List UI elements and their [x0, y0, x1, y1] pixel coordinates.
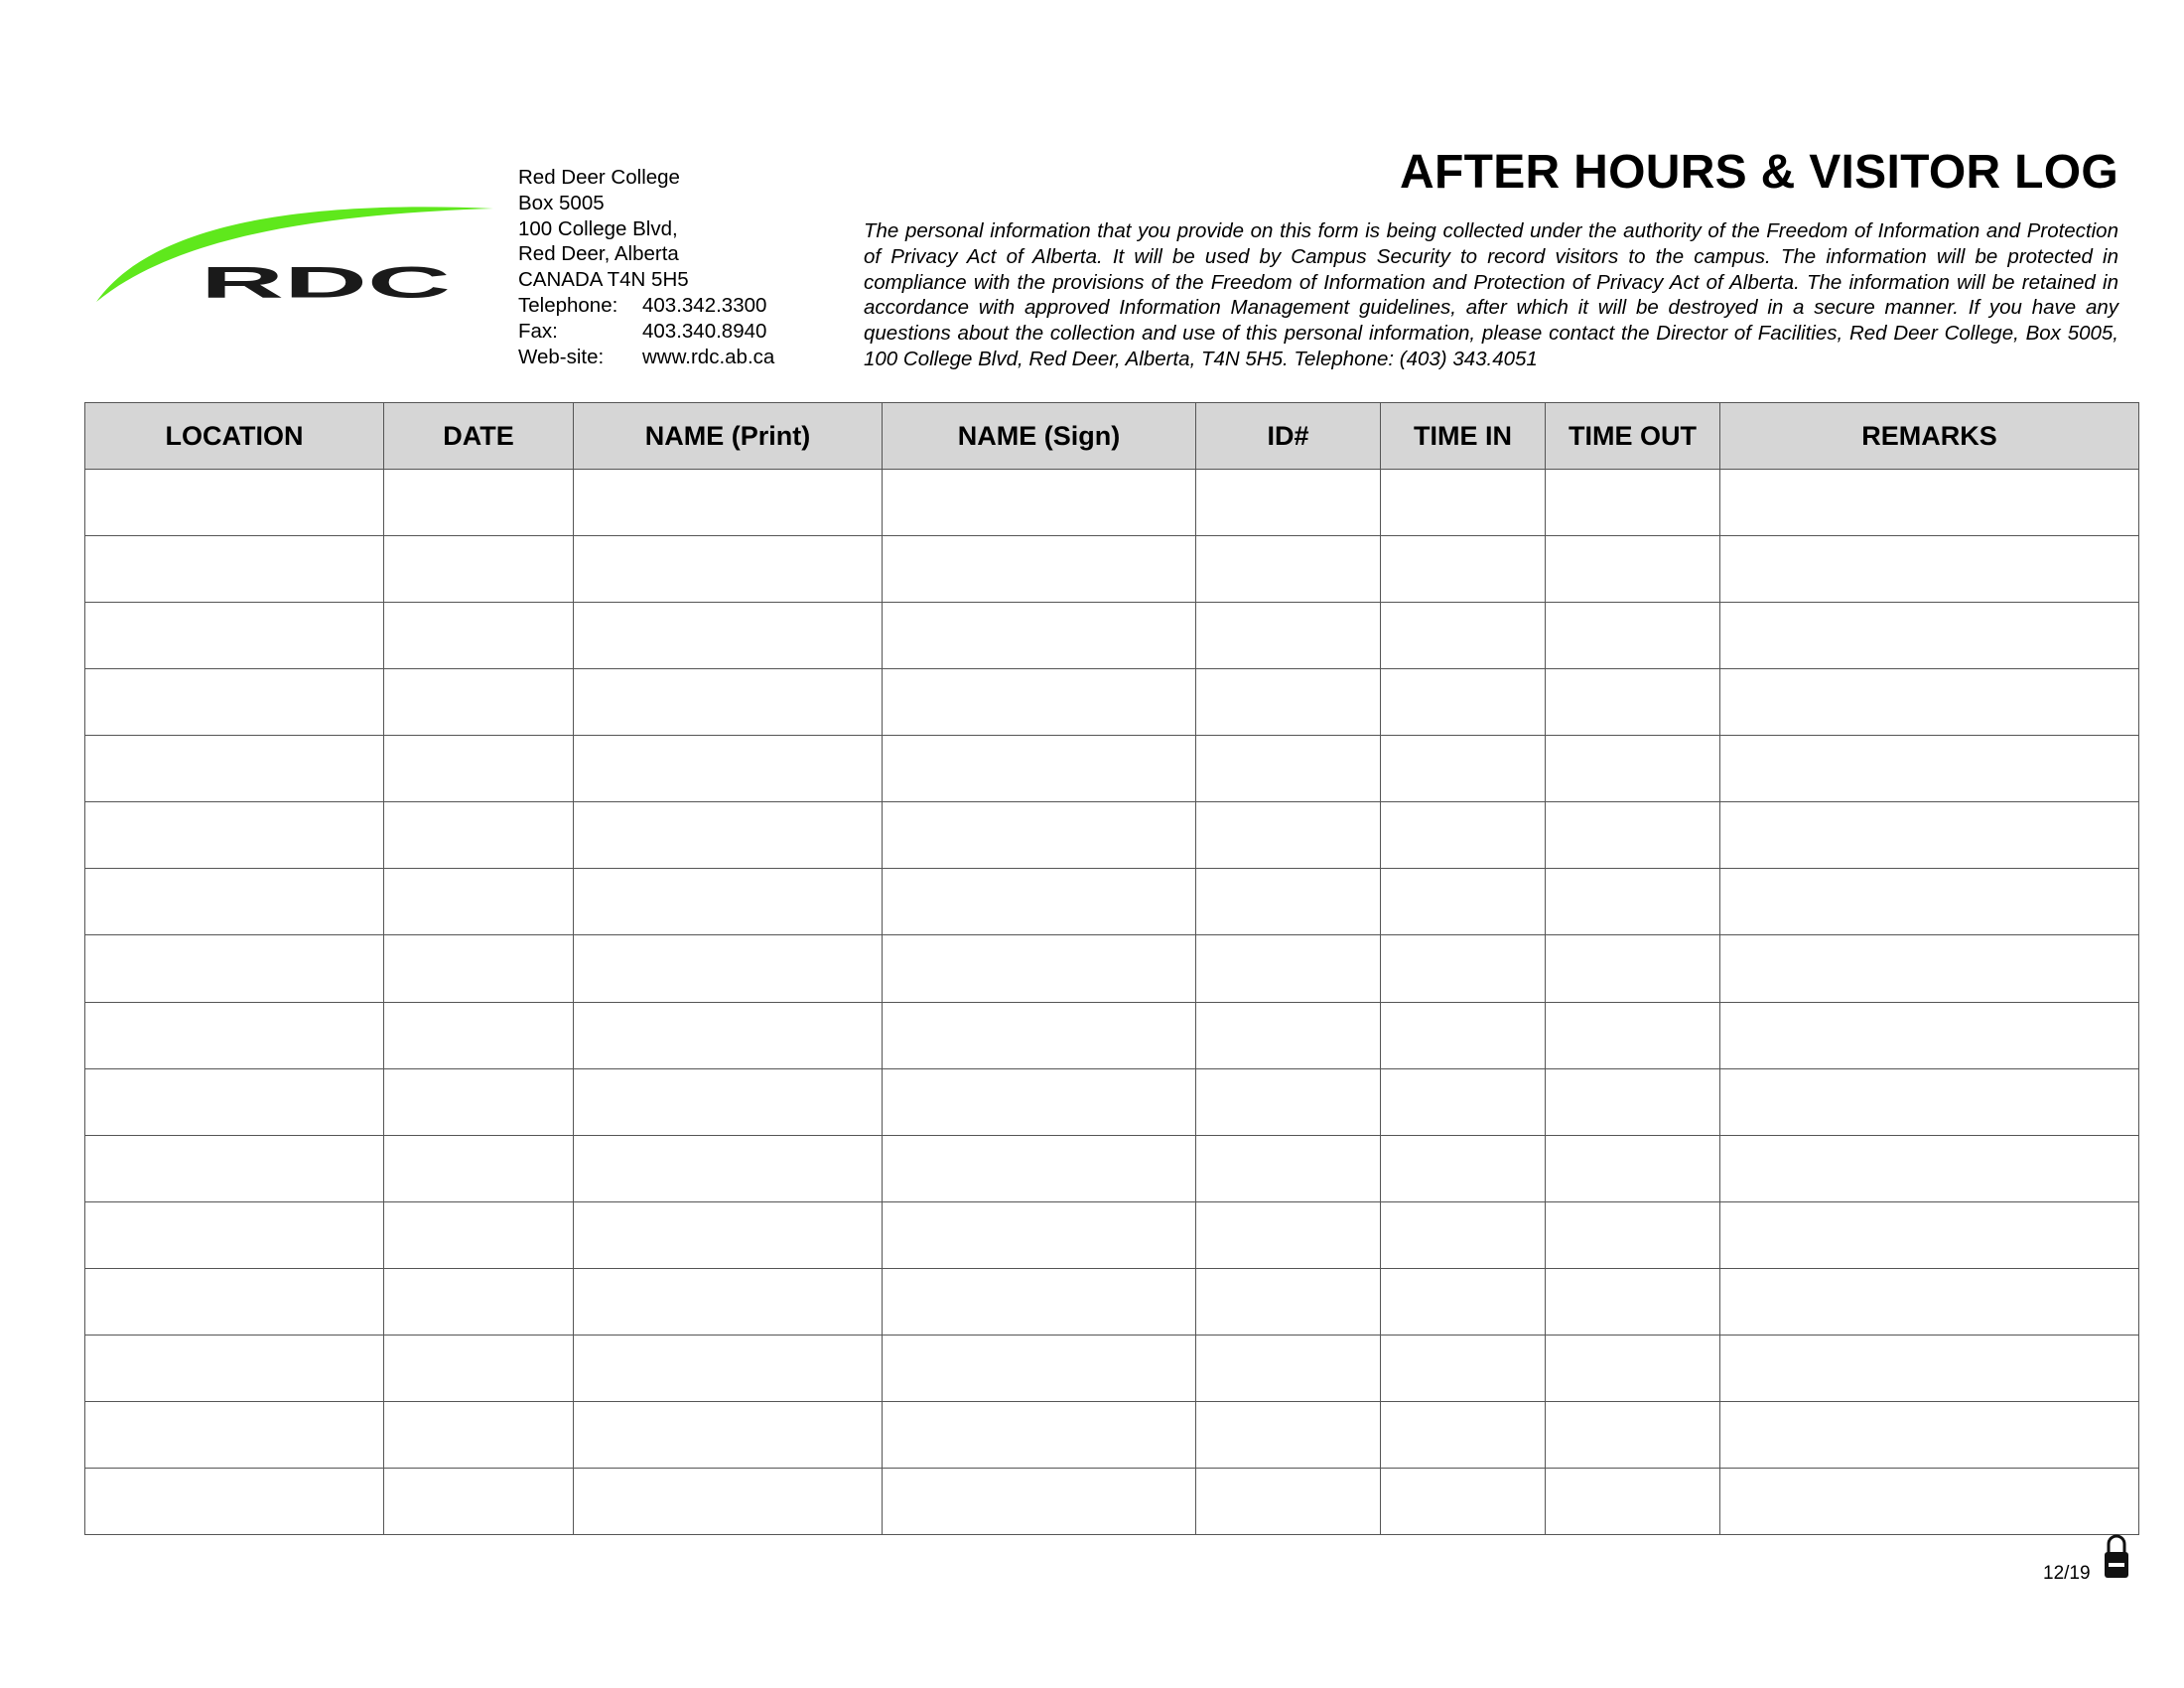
entry-cell[interactable] — [85, 869, 384, 935]
table-row — [85, 1002, 2139, 1068]
entry-cell[interactable] — [85, 736, 384, 802]
form-title: AFTER HOURS & VISITOR LOG — [1400, 146, 2118, 199]
entry-cell[interactable] — [384, 1201, 574, 1268]
entry-cell[interactable] — [1720, 935, 2139, 1002]
entry-cell[interactable] — [1381, 1201, 1546, 1268]
table-row — [85, 1335, 2139, 1401]
table-row — [85, 536, 2139, 603]
column-header: TIME OUT — [1546, 403, 1720, 470]
entry-cell[interactable] — [384, 1002, 574, 1068]
entry-cell[interactable] — [883, 1268, 1196, 1335]
entry-cell[interactable] — [1381, 1401, 1546, 1468]
entry-cell[interactable] — [1196, 1002, 1381, 1068]
entry-cell[interactable] — [1720, 1335, 2139, 1401]
entry-cell[interactable] — [384, 1068, 574, 1135]
entry-cell[interactable] — [883, 935, 1196, 1002]
entry-cell[interactable] — [1381, 1002, 1546, 1068]
entry-cell[interactable] — [85, 1268, 384, 1335]
entry-cell[interactable] — [883, 603, 1196, 669]
entry-cell[interactable] — [574, 802, 883, 869]
column-header: NAME (Sign) — [883, 403, 1196, 470]
entry-cell[interactable] — [384, 470, 574, 536]
logo-wordmark: RDC — [201, 256, 451, 308]
entry-cell[interactable] — [574, 1468, 883, 1534]
table-row — [85, 1401, 2139, 1468]
entry-cell[interactable] — [1720, 1268, 2139, 1335]
entry-cell[interactable] — [85, 935, 384, 1002]
rdc-logo — [94, 199, 501, 308]
entry-cell[interactable] — [1546, 669, 1720, 736]
entry-cell[interactable] — [1720, 470, 2139, 536]
address-line: CANADA T4N 5H5 — [518, 268, 689, 292]
entry-cell[interactable] — [85, 536, 384, 603]
address-line: Red Deer, Alberta — [518, 242, 679, 266]
table-row — [85, 935, 2139, 1002]
contact-row — [518, 293, 774, 319]
entry-cell[interactable] — [384, 536, 574, 603]
entry-cell[interactable] — [574, 1135, 883, 1201]
entry-cell[interactable] — [85, 1468, 384, 1534]
entry-cell[interactable] — [1196, 1068, 1381, 1135]
entry-cell[interactable] — [85, 1002, 384, 1068]
entry-cell[interactable] — [1546, 1068, 1720, 1135]
entry-cell[interactable] — [883, 1002, 1196, 1068]
entry-cell[interactable] — [1196, 869, 1381, 935]
entry-cell[interactable] — [1381, 935, 1546, 1002]
entry-cell[interactable] — [384, 1401, 574, 1468]
table-row — [85, 1201, 2139, 1268]
address-line: 100 College Blvd, — [518, 216, 678, 240]
entry-cell[interactable] — [384, 603, 574, 669]
entry-cell[interactable] — [1381, 470, 1546, 536]
entry-cell[interactable] — [1720, 869, 2139, 935]
entry-cell[interactable] — [1196, 470, 1381, 536]
entry-cell[interactable] — [85, 1335, 384, 1401]
entry-cell[interactable] — [85, 669, 384, 736]
column-header: ID# — [1196, 403, 1381, 470]
entry-cell[interactable] — [384, 935, 574, 1002]
entry-cell[interactable] — [1196, 536, 1381, 603]
entry-cell[interactable] — [1720, 603, 2139, 669]
entry-cell[interactable] — [384, 1335, 574, 1401]
contact-row — [518, 345, 774, 370]
visitor-log-table — [84, 402, 2139, 1535]
entry-cell[interactable] — [85, 1068, 384, 1135]
column-header: LOCATION — [85, 403, 384, 470]
entry-cell[interactable] — [1381, 1335, 1546, 1401]
entry-cell[interactable] — [85, 1201, 384, 1268]
contact-row — [518, 319, 774, 345]
entry-cell[interactable] — [1720, 802, 2139, 869]
entry-cell[interactable] — [574, 603, 883, 669]
entry-cell[interactable] — [1196, 1201, 1381, 1268]
padlock-icon — [2102, 1531, 2131, 1581]
entry-cell[interactable] — [883, 802, 1196, 869]
entry-cell[interactable] — [1381, 1135, 1546, 1201]
address-line: Red Deer College — [518, 166, 680, 189]
entry-cell[interactable] — [1546, 1401, 1720, 1468]
entry-cell[interactable] — [1720, 1468, 2139, 1534]
entry-cell[interactable] — [1546, 1135, 1720, 1201]
entry-cell[interactable] — [574, 869, 883, 935]
entry-cell[interactable] — [883, 1335, 1196, 1401]
entry-cell[interactable] — [574, 935, 883, 1002]
entry-cell[interactable] — [1546, 470, 1720, 536]
entry-cell[interactable] — [1381, 802, 1546, 869]
entry-cell[interactable] — [1546, 869, 1720, 935]
column-header: REMARKS — [1720, 403, 2139, 470]
table-row — [85, 1135, 2139, 1201]
entry-cell[interactable] — [1196, 802, 1381, 869]
entry-cell[interactable] — [1196, 736, 1381, 802]
entry-cell[interactable] — [883, 1135, 1196, 1201]
entry-cell[interactable] — [1381, 1468, 1546, 1534]
entry-cell[interactable] — [1196, 1268, 1381, 1335]
table-row — [85, 1268, 2139, 1335]
contact-value: 403.342.3300 — [642, 293, 767, 317]
entry-cell[interactable] — [384, 802, 574, 869]
entry-cell[interactable] — [1196, 603, 1381, 669]
entry-cell[interactable] — [1546, 802, 1720, 869]
contact-label: Fax: — [518, 319, 558, 343]
entry-cell[interactable] — [574, 736, 883, 802]
entry-cell[interactable] — [574, 1335, 883, 1401]
entry-cell[interactable] — [1196, 1468, 1381, 1534]
entry-cell[interactable] — [1546, 603, 1720, 669]
entry-cell[interactable] — [1546, 1002, 1720, 1068]
table-header-row — [85, 403, 2139, 470]
entry-cell[interactable] — [384, 869, 574, 935]
entry-cell[interactable] — [574, 1002, 883, 1068]
column-header: NAME (Print) — [574, 403, 883, 470]
entry-cell[interactable] — [85, 603, 384, 669]
entry-cell[interactable] — [1381, 536, 1546, 603]
entry-cell[interactable] — [1196, 1135, 1381, 1201]
entry-cell[interactable] — [883, 1068, 1196, 1135]
entry-cell[interactable] — [384, 736, 574, 802]
table-row — [85, 736, 2139, 802]
entry-cell[interactable] — [1381, 669, 1546, 736]
entry-cell[interactable] — [1720, 736, 2139, 802]
entry-cell[interactable] — [883, 1468, 1196, 1534]
table-row — [85, 1068, 2139, 1135]
entry-cell[interactable] — [1720, 1002, 2139, 1068]
entry-cell[interactable] — [883, 470, 1196, 536]
table-row — [85, 603, 2139, 669]
entry-cell[interactable] — [574, 1068, 883, 1135]
table-row — [85, 802, 2139, 869]
college-address — [518, 165, 774, 369]
entry-cell[interactable] — [1196, 935, 1381, 1002]
entry-cell[interactable] — [1546, 1468, 1720, 1534]
column-header: DATE — [384, 403, 574, 470]
contact-label: Web-site: — [518, 345, 605, 368]
entry-cell[interactable] — [1720, 1135, 2139, 1201]
entry-cell[interactable] — [883, 1201, 1196, 1268]
entry-cell[interactable] — [574, 1268, 883, 1335]
entry-cell[interactable] — [1381, 1068, 1546, 1135]
entry-cell[interactable] — [384, 669, 574, 736]
table-row — [85, 869, 2139, 935]
entry-cell[interactable] — [1720, 536, 2139, 603]
contact-label: Telephone: — [518, 293, 618, 317]
entry-cell[interactable] — [1546, 1268, 1720, 1335]
entry-cell[interactable] — [883, 869, 1196, 935]
entry-cell[interactable] — [1196, 1401, 1381, 1468]
entry-cell[interactable] — [85, 802, 384, 869]
contact-value: 403.340.8940 — [642, 319, 767, 343]
entry-cell[interactable] — [384, 1468, 574, 1534]
entry-cell[interactable] — [883, 1401, 1196, 1468]
entry-cell[interactable] — [384, 1268, 574, 1335]
contact-value: www.rdc.ab.ca — [642, 345, 775, 368]
entry-cell[interactable] — [1381, 603, 1546, 669]
entry-cell[interactable] — [883, 669, 1196, 736]
entry-cell[interactable] — [1196, 669, 1381, 736]
revision-date: 12/19 — [2043, 1563, 2091, 1584]
entry-cell[interactable] — [1720, 1401, 2139, 1468]
table-row — [85, 470, 2139, 536]
entry-cell[interactable] — [1546, 935, 1720, 1002]
entry-cell[interactable] — [85, 470, 384, 536]
entry-cell[interactable] — [85, 1135, 384, 1201]
entry-cell[interactable] — [1720, 1068, 2139, 1135]
entry-cell[interactable] — [1381, 869, 1546, 935]
entry-cell[interactable] — [1546, 736, 1720, 802]
entry-cell[interactable] — [883, 736, 1196, 802]
entry-cell[interactable] — [1546, 536, 1720, 603]
entry-cell[interactable] — [574, 470, 883, 536]
entry-cell[interactable] — [1546, 1335, 1720, 1401]
entry-cell[interactable] — [1381, 736, 1546, 802]
entry-cell[interactable] — [574, 1201, 883, 1268]
entry-cell[interactable] — [1196, 1335, 1381, 1401]
entry-cell[interactable] — [574, 1401, 883, 1468]
entry-cell[interactable] — [574, 669, 883, 736]
address-line: Box 5005 — [518, 191, 605, 214]
column-header: TIME IN — [1381, 403, 1546, 470]
entry-cell[interactable] — [384, 1135, 574, 1201]
entry-cell[interactable] — [1720, 669, 2139, 736]
privacy-notice: The personal information that you provide on this form is being collected under the authority of the Freedom of Information and Protection of Privacy Act of Alberta. It will be used by Campus Security to record visitors to the campus. The information will be protected in compliance with the provisions of the Freedom of Information and Protection of Privacy Act of Alberta. The information will be retained in accordance with approved Information Management guidelines, after which it will be destroyed in a secure manner. If you have any questions about the collection and use of this personal information, please contact the Director of Facilities, Red Deer College, Box 5005, 100 College Blvd, Red Deer, Alberta, T4N 5H5. Telephone: (403) 343.4051 — [864, 219, 2118, 370]
entry-cell[interactable] — [1720, 1201, 2139, 1268]
table-row — [85, 1468, 2139, 1534]
entry-cell[interactable] — [85, 1401, 384, 1468]
entry-cell[interactable] — [574, 536, 883, 603]
entry-cell[interactable] — [1381, 1268, 1546, 1335]
entry-cell[interactable] — [1546, 1201, 1720, 1268]
entry-cell[interactable] — [883, 536, 1196, 603]
table-row — [85, 669, 2139, 736]
